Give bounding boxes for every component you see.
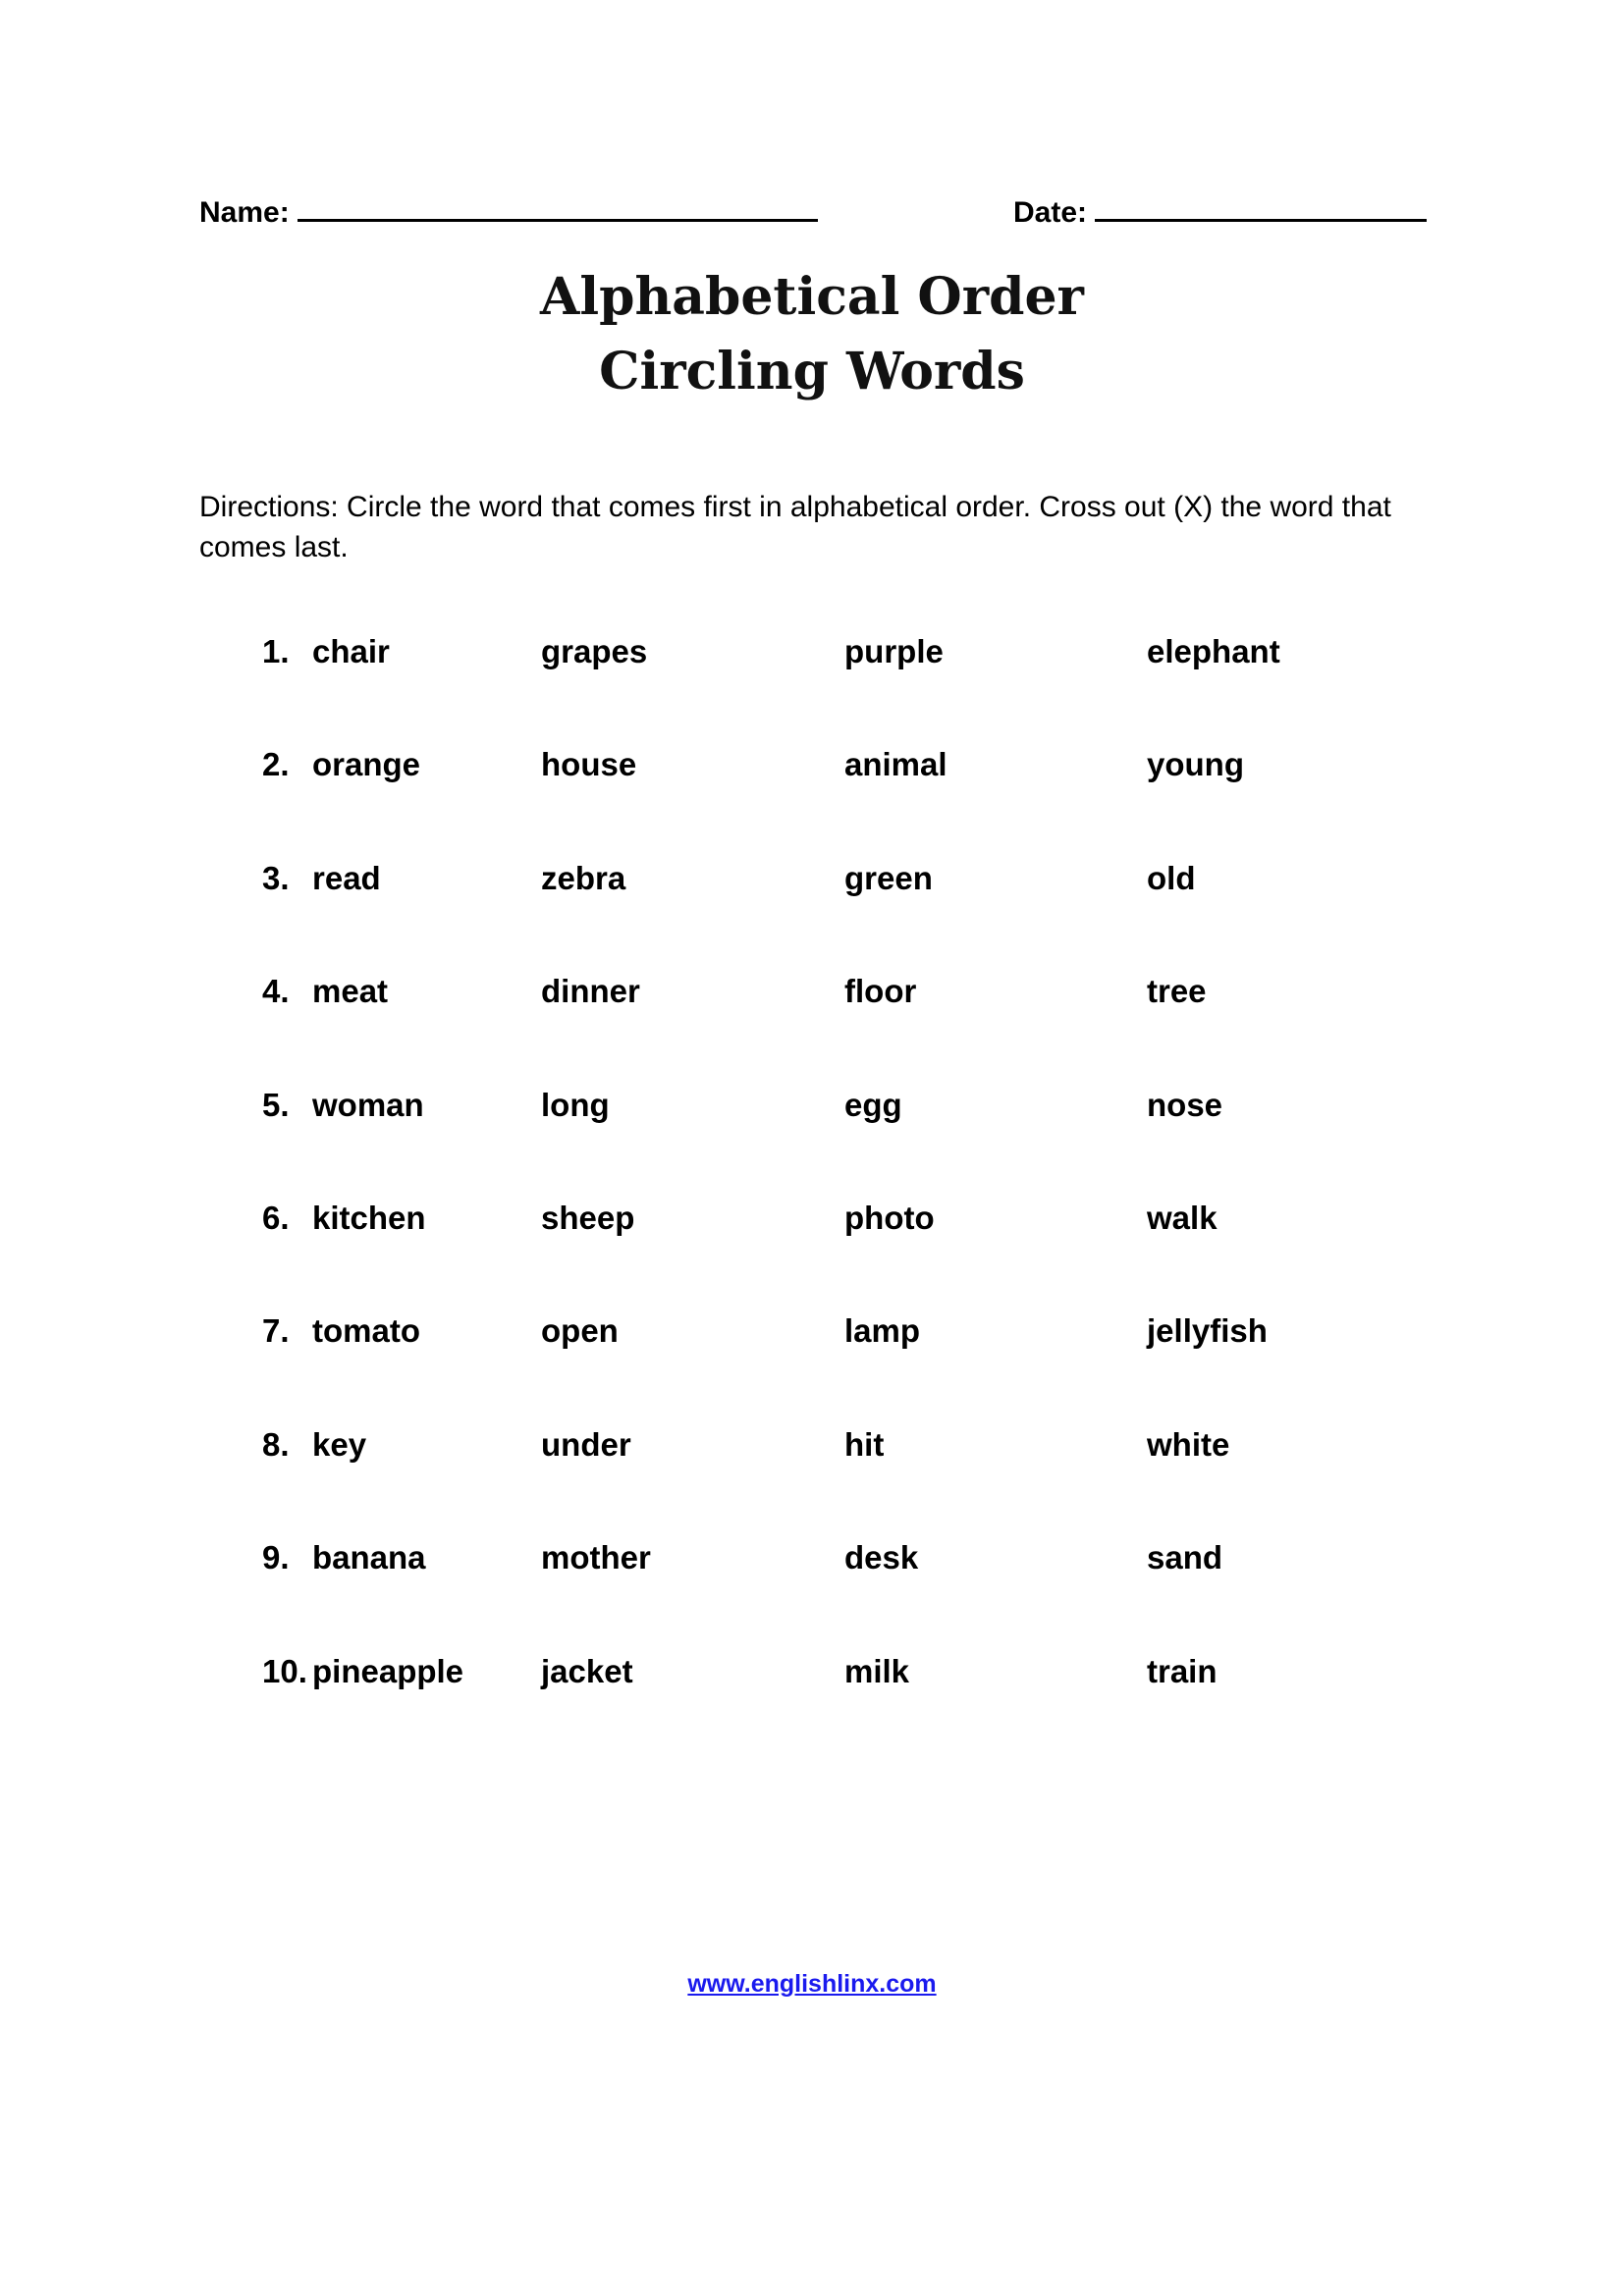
word: house (541, 746, 637, 782)
item-number: 2. (262, 746, 290, 782)
name-label: Name: (199, 196, 290, 229)
word: open (541, 1312, 619, 1349)
word: banana (312, 1539, 426, 1575)
word: long (541, 1087, 610, 1123)
list-item (0, 633, 1624, 672)
word: tree (1147, 973, 1207, 1009)
list-item (0, 1312, 1624, 1352)
word: purple (844, 633, 944, 669)
word: grapes (541, 633, 648, 669)
word: animal (844, 746, 947, 782)
footer (0, 1970, 1624, 1999)
item-number: 10. (262, 1653, 307, 1689)
date-field (1013, 196, 1427, 230)
date-label: Date: (1013, 196, 1088, 229)
word: lamp (844, 1312, 921, 1349)
page-subtitle: Circling Words (599, 342, 1025, 401)
name-blank-line (298, 218, 818, 222)
word: jellyfish (1147, 1312, 1268, 1349)
date-blank-line (1095, 218, 1427, 222)
list-item (0, 1200, 1624, 1239)
list-item (0, 1426, 1624, 1466)
item-number: 9. (262, 1539, 290, 1575)
item-number: 8. (262, 1426, 290, 1463)
list-item (0, 1539, 1624, 1578)
word: walk (1147, 1200, 1218, 1236)
word: floor (844, 973, 917, 1009)
word: photo (844, 1200, 935, 1236)
word: milk (844, 1653, 910, 1689)
page-title: Alphabetical Order (540, 267, 1084, 327)
item-number: 5. (262, 1087, 290, 1123)
word: orange (312, 746, 421, 782)
word: green (844, 860, 933, 896)
word: egg (844, 1087, 902, 1123)
directions-text: Directions: Circle the word that comes first in alphabetical order. Cross out (X) the word that comes last. (199, 491, 1391, 563)
list-item (0, 746, 1624, 785)
word: sand (1147, 1539, 1223, 1575)
word: pineapple (312, 1653, 464, 1689)
item-number: 6. (262, 1200, 290, 1236)
word: woman (312, 1087, 424, 1123)
list-item (0, 860, 1624, 899)
word: nose (1147, 1087, 1223, 1123)
word: meat (312, 973, 389, 1009)
item-number: 7. (262, 1312, 290, 1349)
word: hit (844, 1426, 885, 1463)
word: white (1147, 1426, 1230, 1463)
word: dinner (541, 973, 640, 1009)
word: kitchen (312, 1200, 426, 1236)
name-field (199, 196, 818, 230)
item-number: 3. (262, 860, 290, 896)
website-link[interactable]: www.englishlinx.com (687, 1970, 937, 1998)
word: old (1147, 860, 1196, 896)
list-item (0, 1653, 1624, 1692)
word: key (312, 1426, 367, 1463)
word: desk (844, 1539, 919, 1575)
word: sheep (541, 1200, 635, 1236)
word: read (312, 860, 381, 896)
item-number: 4. (262, 973, 290, 1009)
list-item (0, 973, 1624, 1012)
word: jacket (541, 1653, 633, 1689)
word: under (541, 1426, 631, 1463)
list-item (0, 1087, 1624, 1126)
word: zebra (541, 860, 626, 896)
word: elephant (1147, 633, 1280, 669)
word: train (1147, 1653, 1218, 1689)
item-number: 1. (262, 633, 290, 669)
word: tomato (312, 1312, 420, 1349)
word: chair (312, 633, 390, 669)
word: young (1147, 746, 1244, 782)
word: mother (541, 1539, 651, 1575)
